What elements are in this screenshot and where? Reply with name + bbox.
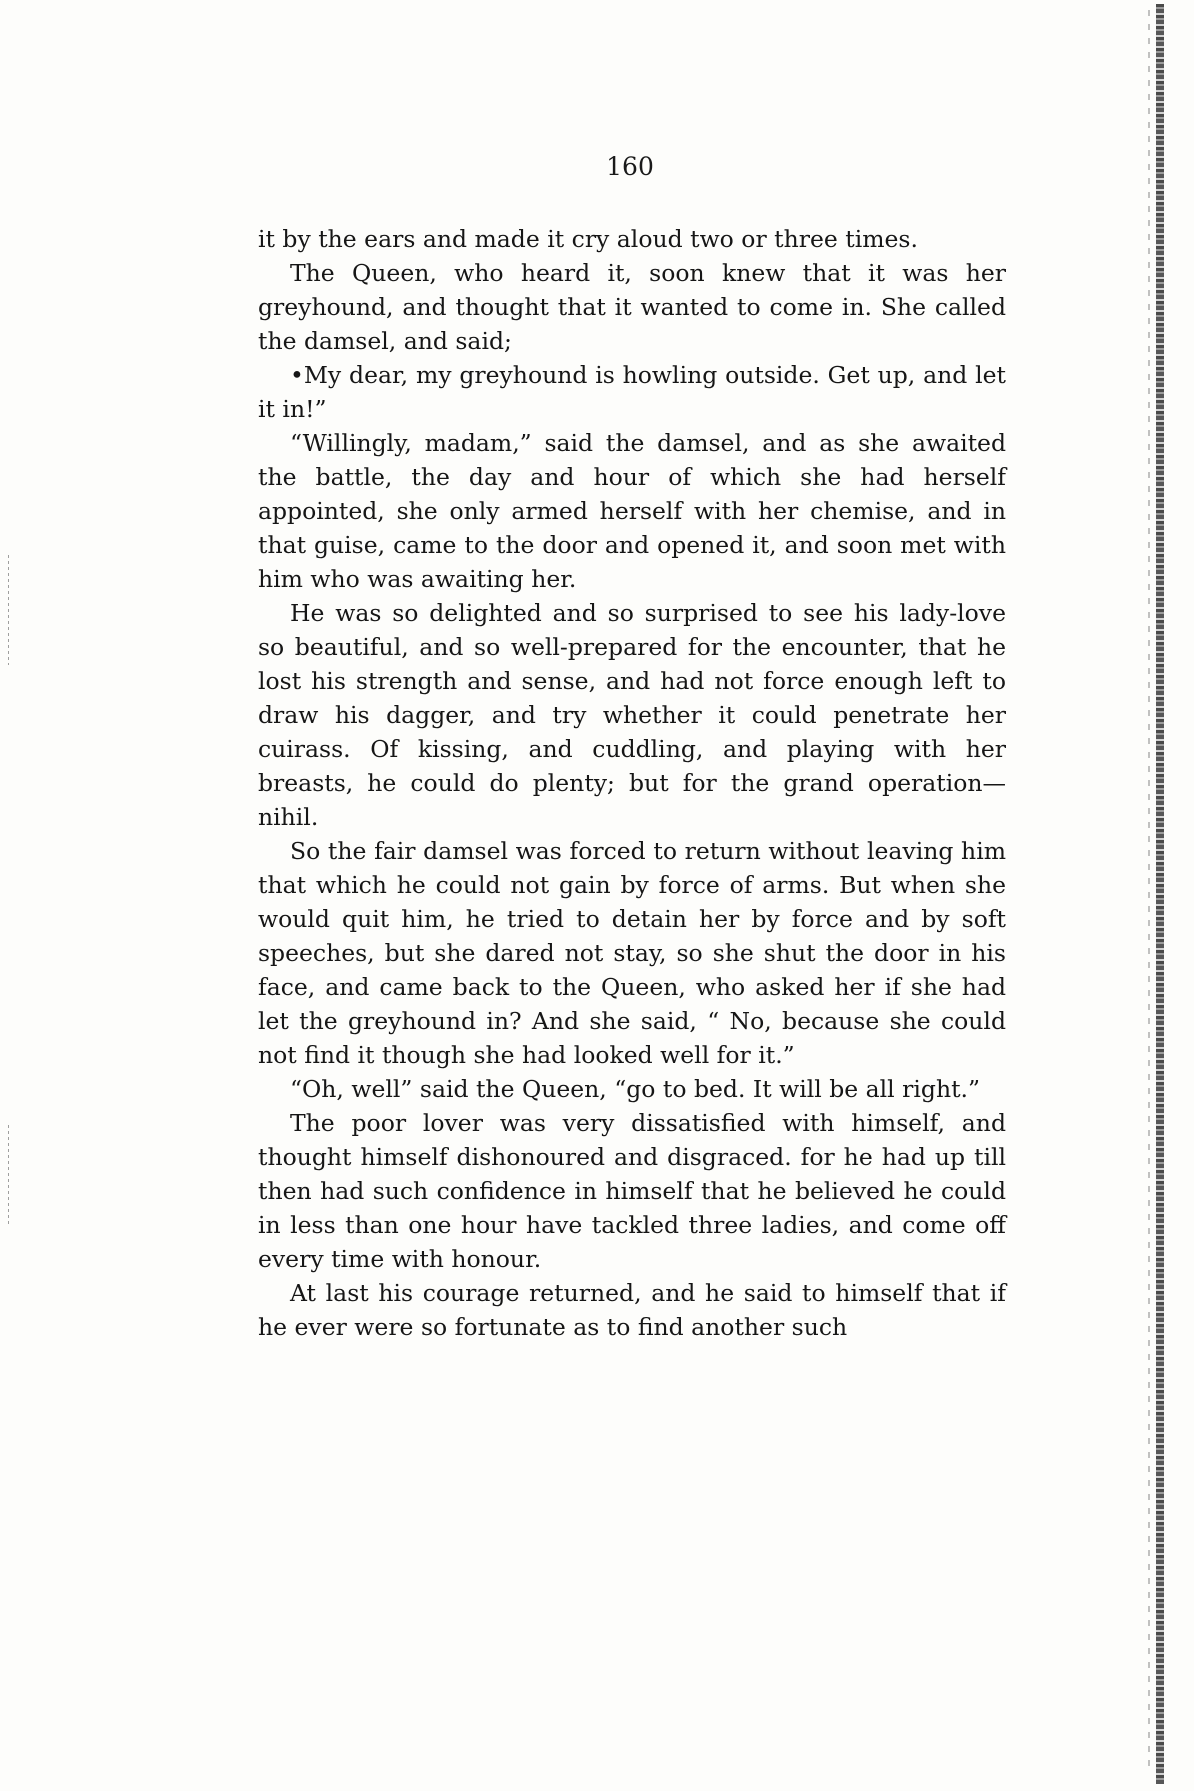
paragraph: The Queen, who heard it, soon knew that it was her greyhound, and thought that it wanted to come in. She called the damsel, and said;	[258, 259, 1006, 355]
paragraph: At last his courage returned, and he said to himself that if he ever were so fortunate as to find another such	[258, 1279, 1006, 1341]
scan-edge-mark	[8, 1125, 9, 1225]
paragraph: •My dear, my greyhound is howling outside. Get up, and let it in!”	[258, 361, 1006, 423]
paragraph: “Willingly, madam,” said the damsel, and as she awaited the battle, the day and hour of which she had herself appointed, she only armed herself with her chemise, and in that guise, came to the door and opened it, and soon met with him who was awaiting her.	[258, 429, 1006, 593]
page-edge-shadow	[1148, 10, 1150, 1770]
scan-edge-mark	[8, 555, 9, 665]
paragraph: “Oh, well” said the Queen, “go to bed. It will be all right.”	[290, 1075, 981, 1103]
page-edge-binding	[1156, 4, 1164, 1784]
page-number: 160	[606, 152, 654, 181]
body-text	[258, 222, 1006, 1344]
paragraph: He was so delighted and so surprised to see his lady-love so beautiful, and so well-prepared for the encounter, that he lost his strength and sense, and had not force enough left to draw his dagger, and try whether it could penetrate her cuirass. Of kissing, and cuddling, and playing with her breasts, he could do plenty; but for the grand operation—nihil.	[258, 599, 1006, 831]
paragraph: The poor lover was very dissatisfied with himself, and thought himself dishonoured and disgraced. for he had up till then had such confidence in himself that he believed he could in less than one hour have tackled three ladies, and come off every time with honour.	[258, 1109, 1006, 1273]
paragraph: it by the ears and made it cry aloud two or three times.	[258, 225, 918, 253]
paragraph: So the fair damsel was forced to return without leaving him that which he could not gain by force of arms. But when she would quit him, he tried to detain her by force and by soft speeches, but she dared not stay, so she shut the door in his face, and came back to the Queen, who asked her if she had let the greyhound in? And she said, “ No, because she could not find it though she had looked well for it.”	[258, 837, 1006, 1069]
